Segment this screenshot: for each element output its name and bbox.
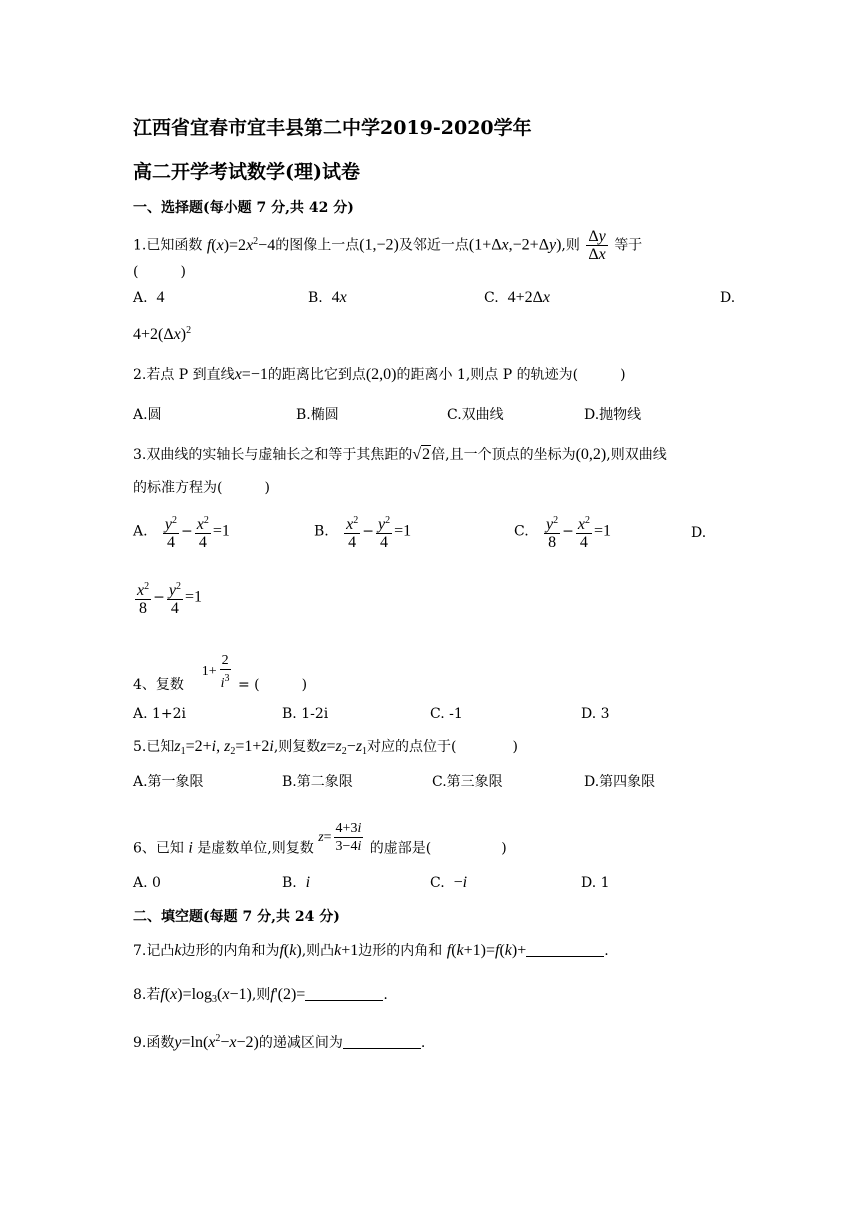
- question-6-stem: 6、已知 i 是虚数单位,则复数 z= $\frac{4+3i}{3-4i}$ 的虚部是( ): [133, 821, 507, 857]
- q2-option-c: C.双曲线: [447, 407, 504, 423]
- q5-option-a: A.第一象限: [133, 774, 204, 790]
- section-heading-choice: 一、选择题(每小题 7 分,共 42 分): [133, 200, 354, 216]
- q1-option-c: C. 4+2Δx: [484, 289, 550, 306]
- q1-option-d-value: $4+2(\Delta x)^2$: [133, 325, 192, 343]
- question-5-stem: 5.已知$z_1=2+i$, $z_2=1+2i$,则复数$z=z_2-z_1$对应的点位于( ): [133, 738, 518, 757]
- q2-option-b: B.椭圆: [296, 407, 339, 423]
- question-9-stem: 9.函数$y=\ln(x^2-x-2)$的递减区间为 .: [133, 1033, 426, 1051]
- q3-option-a: A. $\frac{y^2}{4}$ − $\frac{x^2}{4}$ =1: [133, 512, 230, 551]
- q7-answer-blank[interactable]: [526, 942, 604, 957]
- delta-ratio-fraction: $\frac{\Delta y}{\Delta x}$: [588, 228, 606, 263]
- q4-option-c: C. -1: [430, 706, 463, 722]
- q6-option-b: B. i: [282, 874, 311, 891]
- question-7-stem: 7.记凸k边形的内角和为f(k),则凸k+1边形的内角和 f(k+1)=f(k)+ .: [133, 942, 609, 959]
- question-2-stem: 2.若点 P 到直线x=−1的距离比它到点(2,0)的距离小 1,则点 P 的轨迹为( ): [133, 366, 626, 383]
- q4-option-a: A. 1+2i: [133, 706, 187, 722]
- q5-option-b: B.第二象限: [282, 774, 353, 790]
- q2-option-d: D.抛物线: [584, 407, 642, 423]
- section-heading-fill-blank: 二、填空题(每题 7 分,共 24 分): [133, 909, 340, 925]
- q3-option-b: B. $\frac{x^2}{4}$ − $\frac{y^2}{4}$ =1: [314, 512, 411, 551]
- q5-option-c: C.第三象限: [432, 774, 503, 790]
- q6-option-c: C. −i: [430, 874, 468, 891]
- q4-option-b: B. 1-2i: [282, 706, 329, 722]
- q4-option-d: D. 3: [581, 706, 610, 722]
- question-1-stem: 1.已知函数 $f(x)=2x^2-4$的图像上一点(1,−2)及邻近一点(1+Δx,−2+Δy),则 $\frac{\Delta y}{\Delta x}$ 等于: [133, 228, 643, 263]
- q6-option-d: D. 1: [581, 875, 610, 891]
- q5-option-d: D.第四象限: [584, 774, 656, 790]
- q9-answer-blank[interactable]: [343, 1034, 421, 1049]
- question-4-stem: 4、复数 1+ $\frac{2}{i^3}$ = ( ): [133, 653, 308, 694]
- question-1-answer-paren: ( ): [133, 264, 186, 280]
- exam-title-line1: 江西省宜春市宜丰县第二中学2019-2020学年: [133, 117, 532, 139]
- q1-option-a: A. 4: [133, 289, 165, 306]
- q3-option-d-value: $\frac{x^2}{8}$ − $\frac{y^2}{4}$ =1: [133, 578, 202, 617]
- question-3-stem-line1: 3.双曲线的实轴长与虚轴长之和等于其焦距的√2倍,且一个顶点的坐标为(0,2),则双曲线: [133, 446, 667, 463]
- q3-option-d-label: D.: [691, 525, 707, 541]
- q1-option-d-label: D.: [720, 290, 736, 306]
- exam-title-line2: 高二开学考试数学(理)试卷: [133, 161, 360, 183]
- q1-option-b: B. 4x: [308, 289, 347, 306]
- q6-option-a: A. 0: [133, 875, 161, 891]
- q8-answer-blank[interactable]: [305, 986, 383, 1001]
- question-3-stem-line2: 的标准方程为( ): [133, 480, 270, 496]
- q2-option-a: A.圆: [133, 407, 162, 423]
- q3-option-c: C. $\frac{y^2}{8}$ − $\frac{x^2}{4}$ =1: [514, 512, 611, 551]
- question-8-stem: 8.若$f(x)=\log_3(x-1)$,则f'(2)= .: [133, 986, 388, 1005]
